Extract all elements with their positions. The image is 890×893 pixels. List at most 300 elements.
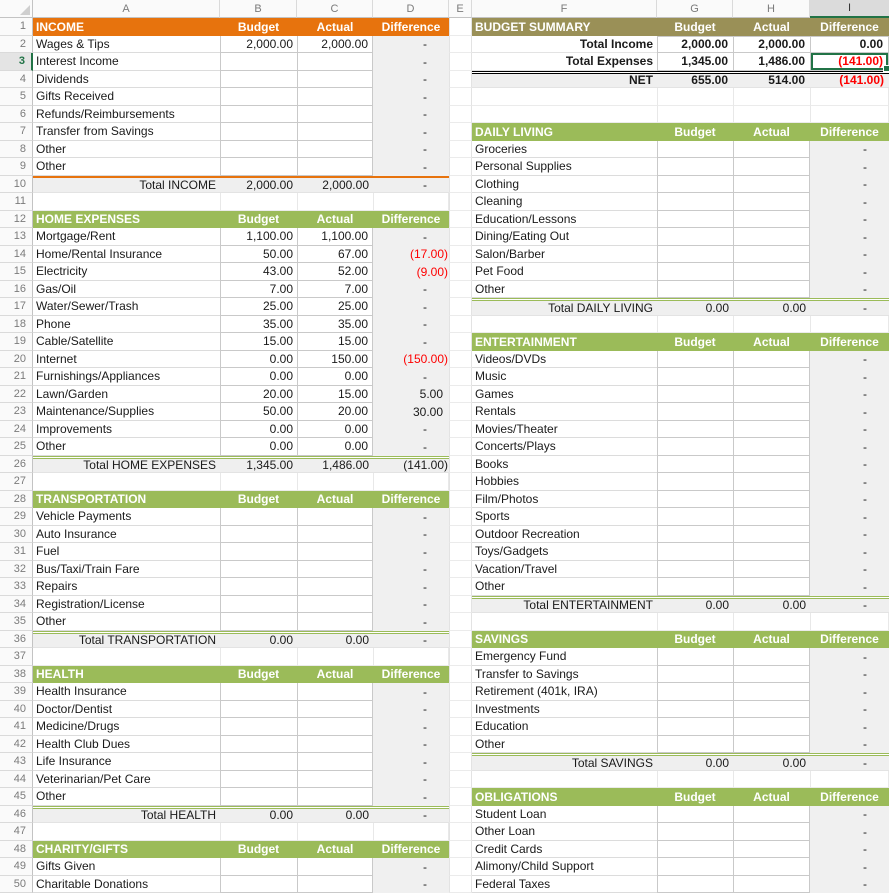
row-header-15[interactable]: 15 [0, 263, 33, 281]
cell-H14[interactable] [733, 246, 810, 264]
row-header-7[interactable]: 7 [0, 123, 33, 141]
cell-D2[interactable]: - [373, 36, 449, 54]
cell-B18[interactable]: 35.00 [220, 316, 297, 334]
row-header-48[interactable]: 48 [0, 841, 33, 859]
cell-G45[interactable]: Budget [657, 788, 733, 806]
cell-C36[interactable]: 0.00 [297, 634, 373, 648]
cell-G13[interactable] [657, 228, 733, 246]
cell-D1[interactable]: Difference [373, 18, 449, 36]
row-header-28[interactable]: 28 [0, 491, 33, 509]
cell-E42[interactable] [449, 736, 472, 754]
cell-G32[interactable] [657, 561, 733, 579]
cell-I30[interactable]: - [810, 526, 889, 544]
cell-F8[interactable]: Groceries [472, 141, 657, 159]
cell-D30[interactable]: - [373, 526, 449, 544]
cell-I44[interactable] [810, 771, 889, 789]
cell-A38[interactable]: HEALTH [33, 666, 220, 684]
row-header-3[interactable]: 3 [0, 53, 33, 71]
cell-F19[interactable]: ENTERTAINMENT [472, 333, 657, 351]
cell-A46[interactable]: Total HEALTH [33, 809, 220, 823]
cell-C4[interactable] [297, 71, 373, 89]
cell-H25[interactable] [733, 438, 810, 456]
cell-A49[interactable]: Gifts Given [33, 858, 220, 876]
cell-G34[interactable]: 0.00 [657, 599, 733, 613]
cell-G50[interactable] [657, 876, 733, 893]
cell-G47[interactable] [657, 823, 733, 841]
cell-G7[interactable]: Budget [657, 123, 733, 141]
cell-E33[interactable] [449, 578, 472, 596]
cell-F43[interactable]: Total SAVINGS [472, 756, 657, 770]
cell-A10[interactable]: Total INCOME [33, 178, 220, 193]
cell-A27[interactable] [33, 473, 220, 491]
cell-G21[interactable] [657, 368, 733, 386]
cell-I23[interactable]: - [810, 403, 889, 421]
cell-B40[interactable] [220, 701, 297, 719]
cell-D33[interactable]: - [373, 578, 449, 596]
cell-F30[interactable]: Outdoor Recreation [472, 526, 657, 544]
row-header-41[interactable]: 41 [0, 718, 33, 736]
cell-E47[interactable] [449, 823, 472, 841]
cell-A47[interactable] [33, 823, 220, 841]
cell-C49[interactable] [297, 858, 373, 876]
cell-F36[interactable]: SAVINGS [472, 631, 657, 649]
cell-D5[interactable]: - [373, 88, 449, 106]
cell-E37[interactable] [449, 648, 472, 666]
cell-G22[interactable] [657, 386, 733, 404]
cell-A14[interactable]: Home/Rental Insurance [33, 246, 220, 264]
cell-C42[interactable] [297, 736, 373, 754]
cell-A28[interactable]: TRANSPORTATION [33, 491, 220, 509]
cell-G31[interactable] [657, 543, 733, 561]
cell-F46[interactable]: Student Loan [472, 806, 657, 824]
cell-I17[interactable]: - [810, 301, 889, 315]
cell-A16[interactable]: Gas/Oil [33, 281, 220, 299]
row-header-47[interactable]: 47 [0, 823, 33, 841]
row-header-20[interactable]: 20 [0, 351, 33, 369]
cell-E27[interactable] [449, 473, 472, 491]
cell-F17[interactable]: Total DAILY LIVING [472, 301, 657, 315]
cell-H10[interactable] [733, 176, 810, 194]
cell-E20[interactable] [449, 351, 472, 369]
cell-D44[interactable]: - [373, 771, 449, 789]
cell-H15[interactable] [733, 263, 810, 281]
cell-D19[interactable]: - [373, 333, 449, 351]
cell-G5[interactable] [657, 88, 733, 106]
cell-A7[interactable]: Transfer from Savings [33, 123, 220, 141]
row-header-33[interactable]: 33 [0, 578, 33, 596]
cell-H36[interactable]: Actual [733, 631, 810, 649]
cell-I35[interactable] [810, 613, 889, 631]
cell-F13[interactable]: Dining/Eating Out [472, 228, 657, 246]
cell-C43[interactable] [297, 753, 373, 771]
cell-F28[interactable]: Film/Photos [472, 491, 657, 509]
cell-E7[interactable] [449, 123, 472, 141]
row-header-12[interactable]: 12 [0, 211, 33, 229]
cell-H4[interactable]: 514.00 [733, 74, 810, 88]
cell-B50[interactable] [220, 876, 297, 893]
cell-G26[interactable] [657, 456, 733, 474]
cell-C1[interactable]: Actual [297, 18, 373, 36]
cell-F2[interactable]: Total Income [472, 36, 657, 54]
cell-D8[interactable]: - [373, 141, 449, 159]
cell-I39[interactable]: - [810, 683, 889, 701]
column-header-I[interactable]: I [810, 0, 889, 18]
cell-B9[interactable] [220, 158, 297, 176]
cell-I25[interactable]: - [810, 438, 889, 456]
cell-A21[interactable]: Furnishings/Appliances [33, 368, 220, 386]
cell-A30[interactable]: Auto Insurance [33, 526, 220, 544]
cell-H19[interactable]: Actual [733, 333, 810, 351]
cell-B30[interactable] [220, 526, 297, 544]
cell-C14[interactable]: 67.00 [297, 246, 373, 264]
cell-F20[interactable]: Videos/DVDs [472, 351, 657, 369]
row-header-43[interactable]: 43 [0, 753, 33, 771]
cell-C40[interactable] [297, 701, 373, 719]
cell-E50[interactable] [449, 876, 472, 893]
cell-H28[interactable] [733, 491, 810, 509]
cell-C32[interactable] [297, 561, 373, 579]
cell-I27[interactable]: - [810, 473, 889, 491]
row-header-49[interactable]: 49 [0, 858, 33, 876]
row-header-40[interactable]: 40 [0, 701, 33, 719]
cell-D21[interactable]: - [373, 368, 449, 386]
row-header-50[interactable]: 50 [0, 876, 33, 893]
cell-F41[interactable]: Education [472, 718, 657, 736]
cell-I47[interactable]: - [810, 823, 889, 841]
cell-B25[interactable]: 0.00 [220, 438, 297, 456]
cell-B46[interactable]: 0.00 [220, 809, 297, 823]
row-header-1[interactable]: 1 [0, 18, 33, 36]
cell-B29[interactable] [220, 508, 297, 526]
cell-D37[interactable] [373, 648, 449, 666]
cell-A17[interactable]: Water/Sewer/Trash [33, 298, 220, 316]
cell-B44[interactable] [220, 771, 297, 789]
cell-B33[interactable] [220, 578, 297, 596]
cell-C34[interactable] [297, 596, 373, 614]
cell-E19[interactable] [449, 333, 472, 351]
cell-F38[interactable]: Transfer to Savings [472, 666, 657, 684]
cell-H20[interactable] [733, 351, 810, 369]
cell-E18[interactable] [449, 316, 472, 334]
cell-G27[interactable] [657, 473, 733, 491]
cell-I45[interactable]: Difference [810, 788, 889, 806]
row-header-14[interactable]: 14 [0, 246, 33, 264]
cell-E29[interactable] [449, 508, 472, 526]
cell-F32[interactable]: Vacation/Travel [472, 561, 657, 579]
cell-E41[interactable] [449, 718, 472, 736]
cell-D23[interactable]: 30.00 [373, 403, 449, 421]
cell-I49[interactable]: - [810, 858, 889, 876]
row-header-2[interactable]: 2 [0, 36, 33, 54]
cell-D50[interactable]: - [373, 876, 449, 893]
cell-C41[interactable] [297, 718, 373, 736]
cell-H3[interactable]: 1,486.00 [733, 53, 810, 71]
cell-G46[interactable] [657, 806, 733, 824]
cell-D7[interactable]: - [373, 123, 449, 141]
cell-B36[interactable]: 0.00 [220, 634, 297, 648]
cell-C15[interactable]: 52.00 [297, 263, 373, 281]
cell-G29[interactable] [657, 508, 733, 526]
cell-G37[interactable] [657, 648, 733, 666]
cell-G40[interactable] [657, 701, 733, 719]
row-header-38[interactable]: 38 [0, 666, 33, 684]
cell-E23[interactable] [449, 403, 472, 421]
cell-G16[interactable] [657, 281, 733, 299]
cell-F3[interactable]: Total Expenses [472, 53, 657, 71]
cell-H42[interactable] [733, 736, 810, 754]
row-header-24[interactable]: 24 [0, 421, 33, 439]
cell-D36[interactable]: - [373, 634, 449, 648]
cell-C37[interactable] [297, 648, 373, 666]
row-header-10[interactable]: 10 [0, 176, 33, 194]
cell-F4[interactable]: NET [472, 74, 657, 88]
cell-A13[interactable]: Mortgage/Rent [33, 228, 220, 246]
cell-H7[interactable]: Actual [733, 123, 810, 141]
cell-I46[interactable]: - [810, 806, 889, 824]
cell-A18[interactable]: Phone [33, 316, 220, 334]
cell-E21[interactable] [449, 368, 472, 386]
cell-I15[interactable]: - [810, 263, 889, 281]
column-header-H[interactable]: H [733, 0, 810, 18]
cell-F15[interactable]: Pet Food [472, 263, 657, 281]
cell-A43[interactable]: Life Insurance [33, 753, 220, 771]
cell-F1[interactable]: BUDGET SUMMARY [472, 18, 657, 36]
cell-D16[interactable]: - [373, 281, 449, 299]
cell-H31[interactable] [733, 543, 810, 561]
cell-F34[interactable]: Total ENTERTAINMENT [472, 599, 657, 613]
cell-C47[interactable] [297, 823, 373, 841]
cell-G11[interactable] [657, 193, 733, 211]
cell-F11[interactable]: Cleaning [472, 193, 657, 211]
cell-B26[interactable]: 1,345.00 [220, 459, 297, 473]
cell-I20[interactable]: - [810, 351, 889, 369]
cell-G24[interactable] [657, 421, 733, 439]
cell-E1[interactable] [449, 18, 472, 36]
cell-F14[interactable]: Salon/Barber [472, 246, 657, 264]
cell-D14[interactable]: (17.00) [373, 246, 449, 264]
cell-B22[interactable]: 20.00 [220, 386, 297, 404]
cell-C35[interactable] [297, 613, 373, 631]
cell-C11[interactable] [297, 193, 373, 211]
cell-E10[interactable] [449, 176, 472, 194]
cell-I5[interactable] [810, 88, 889, 106]
cell-A3[interactable]: Interest Income [33, 53, 220, 71]
cell-C2[interactable]: 2,000.00 [297, 36, 373, 54]
cell-B16[interactable]: 7.00 [220, 281, 297, 299]
cell-H40[interactable] [733, 701, 810, 719]
row-header-34[interactable]: 34 [0, 596, 33, 614]
cell-E24[interactable] [449, 421, 472, 439]
cell-G41[interactable] [657, 718, 733, 736]
cell-G38[interactable] [657, 666, 733, 684]
cell-G17[interactable]: 0.00 [657, 301, 733, 315]
cell-A25[interactable]: Other [33, 438, 220, 456]
cell-A42[interactable]: Health Club Dues [33, 736, 220, 754]
cell-B34[interactable] [220, 596, 297, 614]
cell-H39[interactable] [733, 683, 810, 701]
cell-I3[interactable]: (141.00) [810, 53, 889, 71]
cell-I38[interactable]: - [810, 666, 889, 684]
cell-H35[interactable] [733, 613, 810, 631]
cell-F31[interactable]: Toys/Gadgets [472, 543, 657, 561]
cell-A36[interactable]: Total TRANSPORTATION [33, 634, 220, 648]
cell-E46[interactable] [449, 806, 472, 824]
cell-D28[interactable]: Difference [373, 491, 449, 509]
cell-A2[interactable]: Wages & Tips [33, 36, 220, 54]
cell-A11[interactable] [33, 193, 220, 211]
cell-H32[interactable] [733, 561, 810, 579]
cell-B7[interactable] [220, 123, 297, 141]
cell-G20[interactable] [657, 351, 733, 369]
cell-B20[interactable]: 0.00 [220, 351, 297, 369]
cell-F29[interactable]: Sports [472, 508, 657, 526]
cell-F12[interactable]: Education/Lessons [472, 211, 657, 229]
cell-H34[interactable]: 0.00 [733, 599, 810, 613]
cell-D17[interactable]: - [373, 298, 449, 316]
cell-A39[interactable]: Health Insurance [33, 683, 220, 701]
cell-E9[interactable] [449, 158, 472, 176]
cell-C38[interactable]: Actual [297, 666, 373, 684]
cell-A1[interactable]: INCOME [33, 18, 220, 36]
cell-H49[interactable] [733, 858, 810, 876]
cell-A26[interactable]: Total HOME EXPENSES [33, 459, 220, 473]
cell-G35[interactable] [657, 613, 733, 631]
cell-H44[interactable] [733, 771, 810, 789]
cell-H2[interactable]: 2,000.00 [733, 36, 810, 54]
cell-H27[interactable] [733, 473, 810, 491]
cell-E2[interactable] [449, 36, 472, 54]
cell-H33[interactable] [733, 578, 810, 596]
cell-B38[interactable]: Budget [220, 666, 297, 684]
row-header-4[interactable]: 4 [0, 71, 33, 89]
row-header-16[interactable]: 16 [0, 281, 33, 299]
cell-H47[interactable] [733, 823, 810, 841]
cell-F44[interactable] [472, 771, 657, 789]
row-header-29[interactable]: 29 [0, 508, 33, 526]
cell-C13[interactable]: 1,100.00 [297, 228, 373, 246]
cell-B5[interactable] [220, 88, 297, 106]
cell-G43[interactable]: 0.00 [657, 756, 733, 770]
cell-I14[interactable]: - [810, 246, 889, 264]
cell-G14[interactable] [657, 246, 733, 264]
cell-C25[interactable]: 0.00 [297, 438, 373, 456]
cell-G10[interactable] [657, 176, 733, 194]
cell-C48[interactable]: Actual [297, 841, 373, 859]
cell-F45[interactable]: OBLIGATIONS [472, 788, 657, 806]
cell-D4[interactable]: - [373, 71, 449, 89]
cell-B4[interactable] [220, 71, 297, 89]
row-header-22[interactable]: 22 [0, 386, 33, 404]
cell-H9[interactable] [733, 158, 810, 176]
cell-B2[interactable]: 2,000.00 [220, 36, 297, 54]
row-header-6[interactable]: 6 [0, 106, 33, 124]
cell-E26[interactable] [449, 456, 472, 474]
cell-E48[interactable] [449, 841, 472, 859]
cell-A12[interactable]: HOME EXPENSES [33, 211, 220, 229]
cell-F40[interactable]: Investments [472, 701, 657, 719]
cell-A5[interactable]: Gifts Received [33, 88, 220, 106]
select-all-corner[interactable] [0, 0, 33, 18]
cell-B13[interactable]: 1,100.00 [220, 228, 297, 246]
cell-I10[interactable]: - [810, 176, 889, 194]
cell-D26[interactable]: (141.00) [373, 459, 449, 473]
cell-D45[interactable]: - [373, 788, 449, 806]
cell-H12[interactable] [733, 211, 810, 229]
cell-B14[interactable]: 50.00 [220, 246, 297, 264]
cell-C16[interactable]: 7.00 [297, 281, 373, 299]
column-header-C[interactable]: C [297, 0, 373, 18]
cell-H6[interactable] [733, 106, 810, 124]
cell-D15[interactable]: (9.00) [373, 263, 449, 281]
cell-D12[interactable]: Difference [373, 211, 449, 229]
cell-E49[interactable] [449, 858, 472, 876]
cell-H23[interactable] [733, 403, 810, 421]
cell-H17[interactable]: 0.00 [733, 301, 810, 315]
row-header-8[interactable]: 8 [0, 141, 33, 159]
cell-E25[interactable] [449, 438, 472, 456]
cell-F6[interactable] [472, 106, 657, 124]
cell-C5[interactable] [297, 88, 373, 106]
cell-E38[interactable] [449, 666, 472, 684]
cell-D20[interactable]: (150.00) [373, 351, 449, 369]
cell-E3[interactable] [449, 53, 472, 71]
cell-B8[interactable] [220, 141, 297, 159]
cell-C31[interactable] [297, 543, 373, 561]
cell-A22[interactable]: Lawn/Garden [33, 386, 220, 404]
cell-G9[interactable] [657, 158, 733, 176]
row-header-31[interactable]: 31 [0, 543, 33, 561]
cell-C26[interactable]: 1,486.00 [297, 459, 373, 473]
cell-D40[interactable]: - [373, 701, 449, 719]
cell-C9[interactable] [297, 158, 373, 176]
cell-I7[interactable]: Difference [810, 123, 889, 141]
cell-B41[interactable] [220, 718, 297, 736]
cell-B19[interactable]: 15.00 [220, 333, 297, 351]
cell-F16[interactable]: Other [472, 281, 657, 299]
row-header-39[interactable]: 39 [0, 683, 33, 701]
cell-G1[interactable]: Budget [657, 18, 733, 36]
cell-G25[interactable] [657, 438, 733, 456]
cell-H37[interactable] [733, 648, 810, 666]
cell-D32[interactable]: - [373, 561, 449, 579]
cell-G3[interactable]: 1,345.00 [657, 53, 733, 71]
cell-A50[interactable]: Charitable Donations [33, 876, 220, 893]
cell-D9[interactable]: - [373, 158, 449, 176]
cell-I4[interactable]: (141.00) [810, 74, 889, 88]
cell-E16[interactable] [449, 281, 472, 299]
cell-H45[interactable]: Actual [733, 788, 810, 806]
cell-F35[interactable] [472, 613, 657, 631]
cell-H8[interactable] [733, 141, 810, 159]
cell-G2[interactable]: 2,000.00 [657, 36, 733, 54]
cell-C28[interactable]: Actual [297, 491, 373, 509]
cell-H16[interactable] [733, 281, 810, 299]
cell-D24[interactable]: - [373, 421, 449, 439]
cell-E14[interactable] [449, 246, 472, 264]
cell-C10[interactable]: 2,000.00 [297, 178, 373, 193]
cell-A40[interactable]: Doctor/Dentist [33, 701, 220, 719]
cell-B39[interactable] [220, 683, 297, 701]
cell-A4[interactable]: Dividends [33, 71, 220, 89]
cell-E32[interactable] [449, 561, 472, 579]
row-header-5[interactable]: 5 [0, 88, 33, 106]
cell-I8[interactable]: - [810, 141, 889, 159]
row-header-17[interactable]: 17 [0, 298, 33, 316]
cell-F24[interactable]: Movies/Theater [472, 421, 657, 439]
cell-E28[interactable] [449, 491, 472, 509]
cell-D49[interactable]: - [373, 858, 449, 876]
cell-E5[interactable] [449, 88, 472, 106]
